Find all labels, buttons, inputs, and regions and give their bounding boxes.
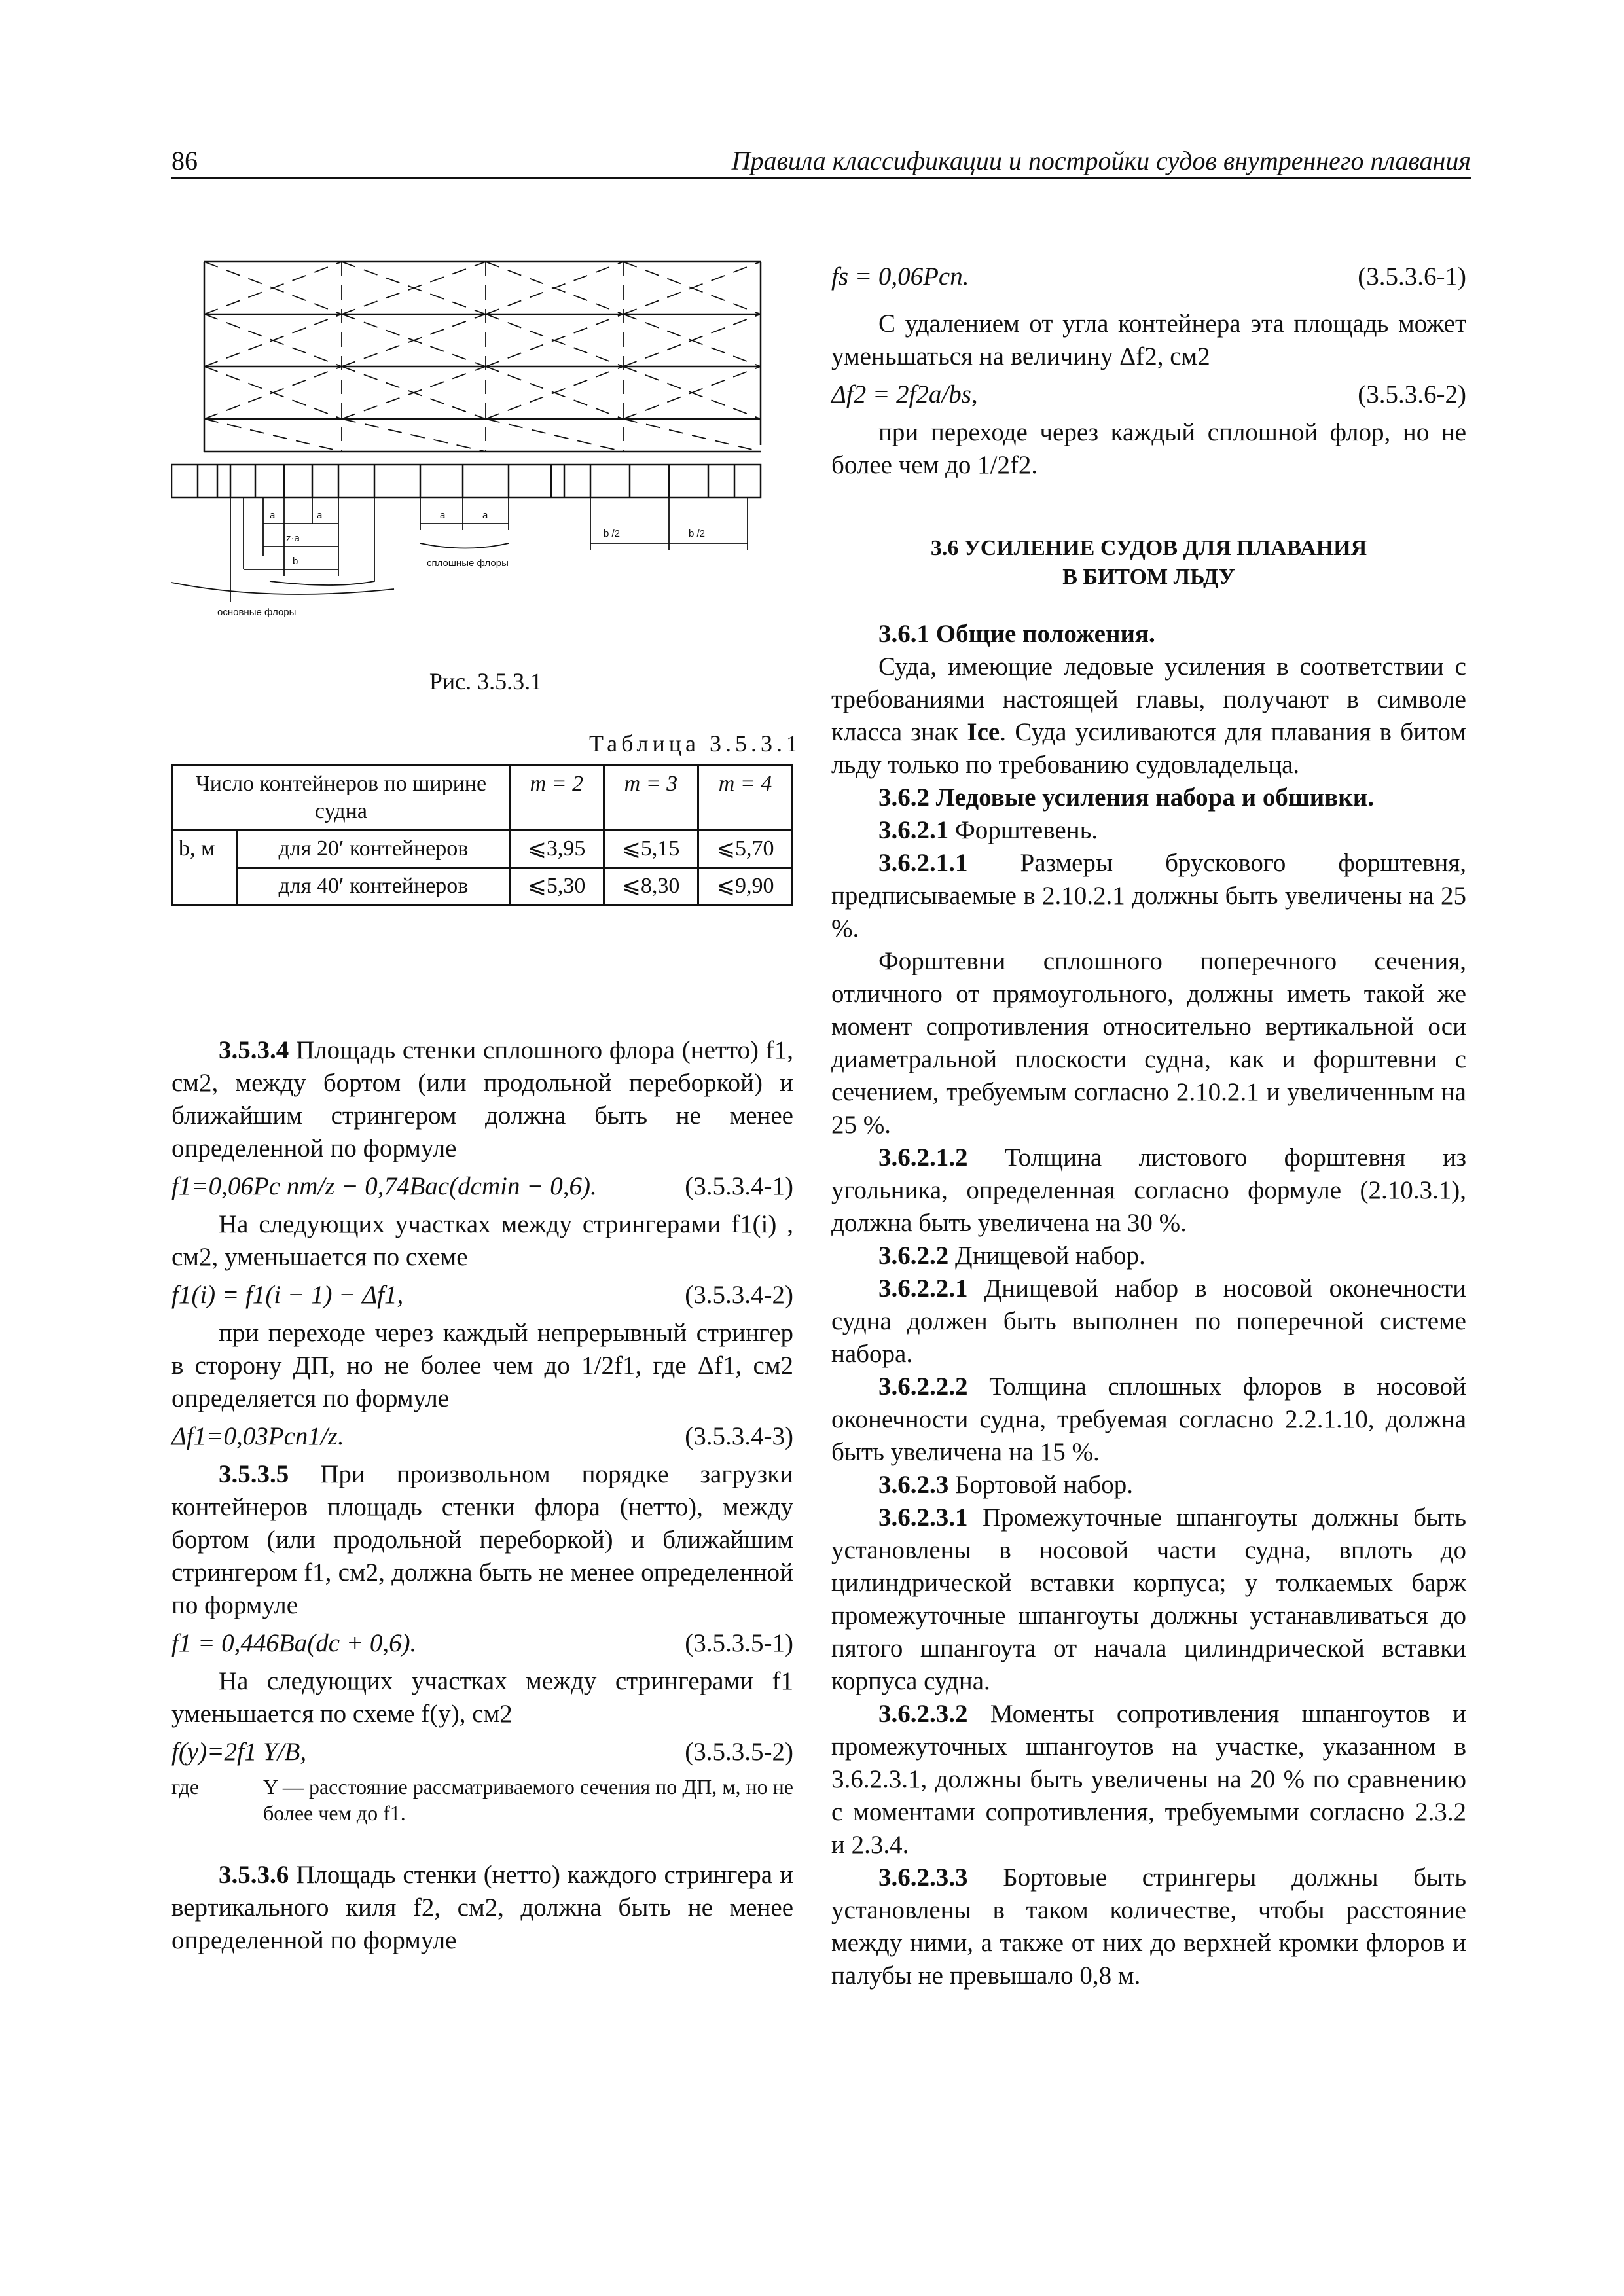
figure-3-5-3-1 [171,249,800,655]
table-cell: ⩽3,95 [509,831,604,868]
running-title: Правила классификации и постройки судов внутреннего плавания [731,146,1471,175]
para-next-1: На следующих участках между стрингерами f1(i) , см2, уменьшается по схеме [171,1210,793,1271]
table-cell: ⩽5,30 [509,868,604,905]
table-3-5-3-1 [171,764,793,906]
para-3-5-3-5: 3.5.3.5 При произвольном порядке загрузки контейнеров площадь стенки флора (нетто), между бортом (или продольной переборкой) и ближайшим стрингером f1, см2, должна быть не менее определенной по формуле [171,1460,793,1619]
para-3-6-2-1-2: 3.6.2.1.2 Толщина листового форштевня из угольника, определенная согласно формуле (2.10.3.1), должна быть увеличена на 30 %. [831,1143,1467,1237]
para-3-5-3-6: 3.5.3.6 Площадь стенки (нетто) каждого стрингера и вертикального киля f2, см2, должна быть не менее определенной по формуле [171,1861,793,1954]
left-column-text [171,1034,793,1957]
table-row-label: b, м [173,831,238,905]
table-row-20-label: для 20′ контейнеров [238,831,510,868]
formula-3-5-3-6-2: Δf2 = 2f2a/bs, (3.5.3.6-2) [831,380,1466,408]
fig-label-a4: a [482,510,488,521]
fig-label-bs2-1: b /2 [604,528,621,539]
para-3-6-2-3: 3.6.2.3 Бортовой набор. [878,1471,1133,1499]
para-3-6-2-3-2: 3.6.2.3.2 Моменты сопротивления шпангоутов и промежуточных шпангоутов на участке, указанном в 3.6.2.3.1, должны быть увеличены на 20 % по сравнению с моментами сопротивления, требуемыми согласно 2.3.2 и 2.3.4. [831,1700,1466,1859]
fig-label-solid-floors: сплошные флоры [427,558,509,569]
fig-label-a3: a [440,510,446,521]
heading-3-6-2: 3.6.2 Ледовые усиления набора и обшивки. [878,783,1374,812]
fig-label-a2: a [317,510,323,521]
para-right-3: Форштевни сплошного поперечного сечения, отличного от прямоугольного, должны иметь такой же момент сопротивления относительно вертикальной оси диаметральной плоскости судна, как и форштевни с сечением, требуемым согласно 2.10.2.1 и увеличенным на 25 %. [831,947,1466,1139]
para-3-6-2-2-2: 3.6.2.2.2 Толщина сплошных флоров в носовой оконечности судна, требуемая согласно 2.2.1.10, должна быть увеличена на 15 %. [831,1372,1466,1466]
para-3-6-2-1: 3.6.2.1 Форштевень. [878,816,1098,844]
table-cell: ⩽8,30 [604,868,698,905]
table-header-m4: m = 4 [698,766,792,831]
para-3-5-3-4: 3.5.3.4 Площадь стенки сплошного флора (нетто) f1, см2, между бортом (или продольной переборкой) и ближайшим стрингером должна быть не менее определенной по формуле [171,1036,793,1162]
para-next-2: при переходе через каждый непрерывный стрингер в сторону ДП, но не более чем до 1/2f1, где Δf1, см2 определяется по формуле [171,1319,793,1412]
table-cell: ⩽9,90 [698,868,792,905]
formula-3-5-3-4-1: f1=0,06Pc nm/z − 0,74Bac(dcmin − 0,6). (3.5.3.4-1) [171,1172,793,1200]
header-rule [171,177,1471,179]
fig-label-a1: a [270,510,276,521]
section-heading-3-6: 3.6 УСИЛЕНИЕ СУДОВ ДЛЯ ПЛАВАНИЯ В БИТОМ ЛЬДУ [930,536,1367,589]
formula-3-5-3-6-1: fs = 0,06Pcn. (3.5.3.6-1) [831,262,1466,291]
formula-3-5-3-5-1: f1 = 0,446Ba(dc + 0,6). (3.5.3.5-1) [171,1629,793,1657]
page-number: 86 [171,146,198,175]
para-right-2: при переходе через каждый сплошной флор, но не более чем до 1/2f2. [831,418,1466,479]
table-cell: ⩽5,70 [698,831,792,868]
fig-label-bs: b [293,556,298,567]
table-title: Таблица 3.5.3.1 [589,730,802,757]
formula-3-5-3-5-2: f(y)=2f1 Y/B, (3.5.3.5-2) [171,1738,793,1766]
para-right-1: С удалением от угла контейнера эта площадь может уменьшаться на величину Δf2, см2 [831,310,1466,370]
table-row-40-label: для 40′ контейнеров [238,868,510,905]
table-header-count: Число контейнеров по ширине судна [173,766,510,831]
table-header-m3: m = 3 [604,766,698,831]
right-column-text [831,255,1466,1992]
para-3-6-1: Суда, имеющие ледовые усиления в соответствии с требованиями настоящей главы, получают в символе класса знак Ice. Суда усиливаются для плавания в битом льду только по требованию судовладельца. [831,653,1466,779]
para-3-6-2-3-1: 3.6.2.3.1 Промежуточные шпангоуты должны быть установлены в носовой части судна, вплоть до цилиндрической вставки корпуса; у толкаемых барж промежуточные шпангоуты должны устанавливаться до пятого шпангоута от начала цилиндрической вставки корпуса судна. [831,1503,1466,1695]
formula-3-5-3-4-3: Δf1=0,03Pcn1/z. (3.5.3.4-3) [171,1422,793,1450]
fig-label-bs2-2: b /2 [689,528,706,539]
table-header-m2: m = 2 [509,766,604,831]
figure-caption: Рис. 3.5.3.1 [429,668,543,694]
para-3-6-2-2-1: 3.6.2.2.1 Днищевой набор в носовой оконечности судна должен быть выполнен по поперечной системе набора. [831,1274,1466,1368]
fig-label-main-floors: основные флоры [217,607,297,618]
table-cell: ⩽5,15 [604,831,698,868]
fig-label-z-ac: z·a [286,533,300,544]
heading-3-6-1: 3.6.1 Общие положения. [878,620,1155,648]
para-3-6-2-3-3: 3.6.2.3.3 Бортовые стрингеры должны быть установлены в таком количестве, чтобы расстояние между ними, а также от них до верхней кромки флоров и палубы не превышало 0,8 м. [831,1863,1467,1990]
para-3-6-2-2: 3.6.2.2 Днищевой набор. [878,1242,1146,1270]
para-3-6-2-1-1: 3.6.2.1.1 Размеры брускового форштевня, предписываемые в 2.10.2.1 должны быть увеличены на 25 %. [831,849,1466,942]
where-note: где Y — расстояние рассматриваемого сечения по ДП, м, но не более чем до f1. [171,1775,793,1825]
para-next-3: На следующих участках между стрингерами f1 уменьшается по схеме f(y), см2 [171,1667,793,1728]
formula-3-5-3-4-2: f1(i) = f1(i − 1) − Δf1, (3.5.3.4-2) [171,1281,793,1309]
